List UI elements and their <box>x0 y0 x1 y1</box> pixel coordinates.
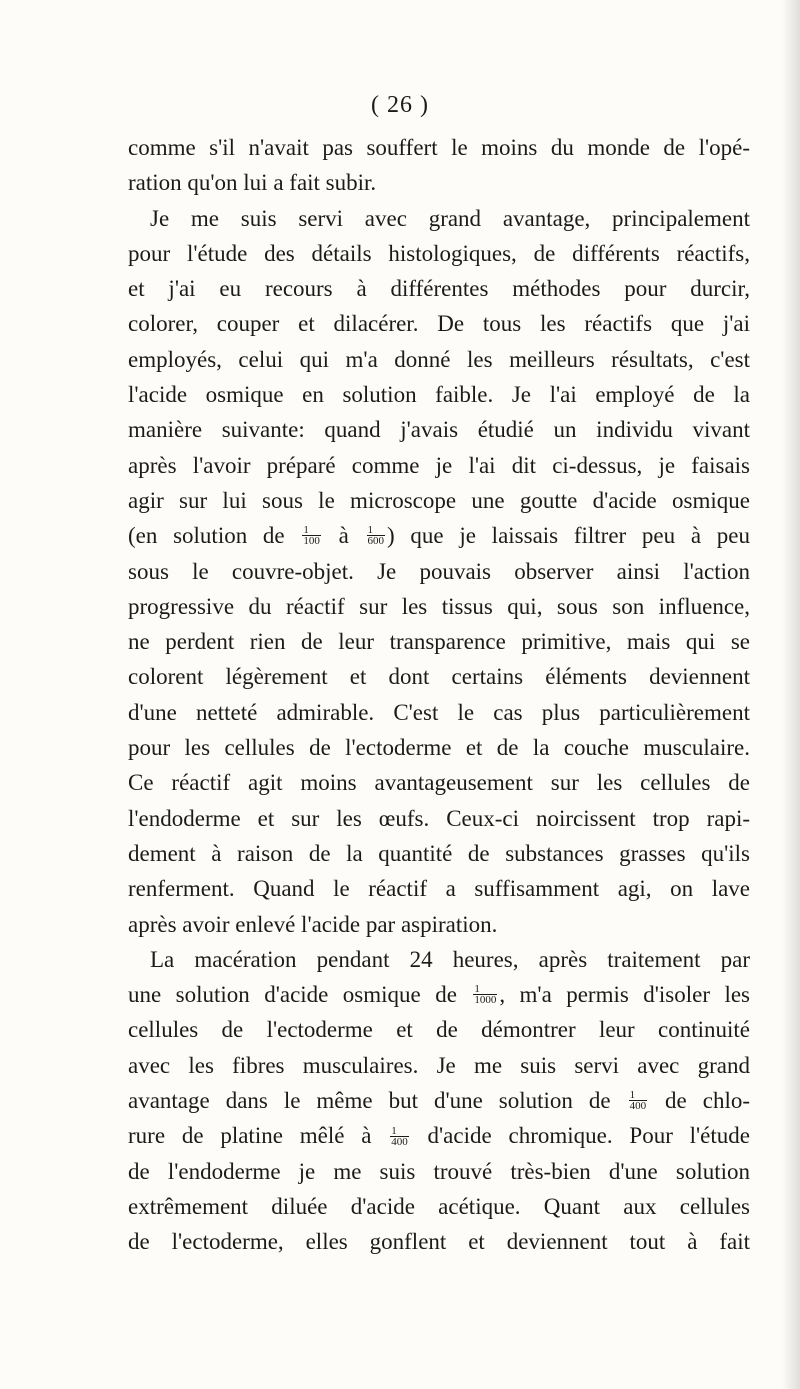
text-run: La macération pendant 24 heures, après traitement par <box>150 946 750 972</box>
fraction-denominator: 400 <box>391 1135 408 1148</box>
text-run: Ce réactif agit moins avantageusement sur les cellules de <box>128 770 750 796</box>
text-line <box>128 377 750 412</box>
text-line <box>128 624 750 659</box>
text-line <box>128 1048 750 1083</box>
page-number: ( 26 ) <box>371 92 429 118</box>
fraction <box>473 984 497 1005</box>
text-line <box>128 1118 750 1153</box>
text-run: l'endoderme et sur les œufs. Ceux-ci noircissent trop rapi- <box>128 805 750 831</box>
text-run: avec les fibres musculaires. Je me suis servi avec grand <box>128 1052 750 1078</box>
text-run: progressive du réactif sur les tissus qui, sous son influence, <box>128 593 750 619</box>
page-edge-shadow <box>782 0 800 1389</box>
text-run: après l'avoir préparé comme je l'ai dit ci-dessus, je faisais <box>128 452 750 478</box>
text-run: dement à raison de la quantité de substances grasses qu'ils <box>128 840 750 866</box>
text-run: colorer, couper et dilacérer. De tous les réactifs que j'ai <box>128 311 750 337</box>
fraction-numerator: 1 <box>629 1090 648 1101</box>
text-line <box>128 589 750 624</box>
text-run: ) que je laissais filtrer peu à peu <box>387 523 751 549</box>
fraction-numerator: 1 <box>302 525 321 536</box>
text-run: d'une netteté admirable. C'est le cas plus particulièrement <box>128 699 750 725</box>
text-line <box>128 554 750 589</box>
text-run: ration qu'on lui a fait subir. <box>128 170 377 196</box>
text-line <box>128 765 750 800</box>
fraction-denominator: 600 <box>367 535 385 548</box>
text-line <box>128 801 750 836</box>
text-run: manière suivante: quand j'avais étudié un individu vivant <box>128 417 750 443</box>
text-run: , m'a permis d'isoler les <box>499 982 750 1008</box>
text-line <box>128 130 750 165</box>
text-line <box>128 483 750 518</box>
text-line <box>128 448 750 483</box>
text-run: agir sur lui sous le microscope une goutte d'acide osmique <box>128 487 750 513</box>
text-line <box>128 730 750 765</box>
text-line <box>128 165 750 200</box>
text-run: extrêmement diluée d'acide acétique. Quant aux cellules <box>128 1193 750 1219</box>
text-line <box>128 871 750 906</box>
fraction-denominator: 1000 <box>474 994 497 1007</box>
fraction <box>629 1090 648 1111</box>
text-line <box>128 306 750 341</box>
fraction <box>302 525 321 546</box>
text-run: renferment. Quand le réactif a suffisamment agi, on lave <box>128 876 750 902</box>
text-line <box>128 412 750 447</box>
text-run: à <box>322 523 365 549</box>
text-line <box>128 518 750 553</box>
text-line <box>128 1012 750 1047</box>
text-run: (en solution de <box>128 523 301 549</box>
text-line <box>128 695 750 730</box>
text-line <box>128 1154 750 1189</box>
text-line <box>128 201 750 236</box>
text-line <box>128 977 750 1012</box>
text-run: colorent légèrement et dont certains éléments deviennent <box>128 664 750 690</box>
text-line <box>128 659 750 694</box>
text-line <box>128 836 750 871</box>
text-run: après avoir enlevé l'acide par aspiration. <box>128 911 498 937</box>
text-run: pour l'étude des détails histologiques, de différents réactifs, <box>128 240 750 266</box>
text-run: employés, celui qui m'a donné les meilleurs résultats, c'est <box>128 346 750 372</box>
text-run: une solution d'acide osmique de <box>128 982 472 1008</box>
fraction-numerator: 1 <box>367 525 386 536</box>
text-line <box>128 942 750 977</box>
text-run: sous le couvre-objet. Je pouvais observer ainsi l'action <box>128 558 750 584</box>
fraction <box>390 1126 409 1147</box>
text-line <box>128 1083 750 1118</box>
text-run: de chlo- <box>649 1088 750 1114</box>
text-line <box>128 236 750 271</box>
text-line <box>128 271 750 306</box>
text-line <box>128 907 750 942</box>
fraction-numerator: 1 <box>473 984 497 995</box>
fraction-numerator: 1 <box>390 1126 409 1137</box>
text-line <box>128 1189 750 1224</box>
body-text <box>128 130 750 1260</box>
text-run: d'acide chromique. Pour l'étude <box>410 1123 750 1149</box>
text-run: rure de platine mêlé à <box>128 1123 389 1149</box>
text-line <box>128 1224 750 1259</box>
text-run: pour les cellules de l'ectoderme et de la couche musculaire. <box>128 735 750 761</box>
fraction-denominator: 100 <box>303 535 320 548</box>
text-run: l'acide osmique en solution faible. Je l'ai employé de la <box>128 382 750 408</box>
text-run: et j'ai eu recours à différentes méthodes pour durcir, <box>128 276 750 302</box>
fraction-denominator: 400 <box>629 1100 647 1113</box>
text-run: comme s'il n'avait pas souffert le moins du monde de l'opé- <box>128 135 750 160</box>
text-run: avantage dans le même but d'une solution de <box>128 1088 627 1114</box>
fraction <box>367 525 386 546</box>
text-run: cellules de l'ectoderme et de démontrer leur continuité <box>128 1017 750 1043</box>
text-run: ne perdent rien de leur transparence primitive, mais qui se <box>128 629 750 655</box>
text-line <box>128 342 750 377</box>
text-run: de l'ectoderme, elles gonflent et deviennent tout à fait <box>128 1229 750 1255</box>
text-run: de l'endoderme je me suis trouvé très-bien d'une solution <box>128 1158 750 1184</box>
text-run: Je me suis servi avec grand avantage, principalement <box>150 205 750 231</box>
